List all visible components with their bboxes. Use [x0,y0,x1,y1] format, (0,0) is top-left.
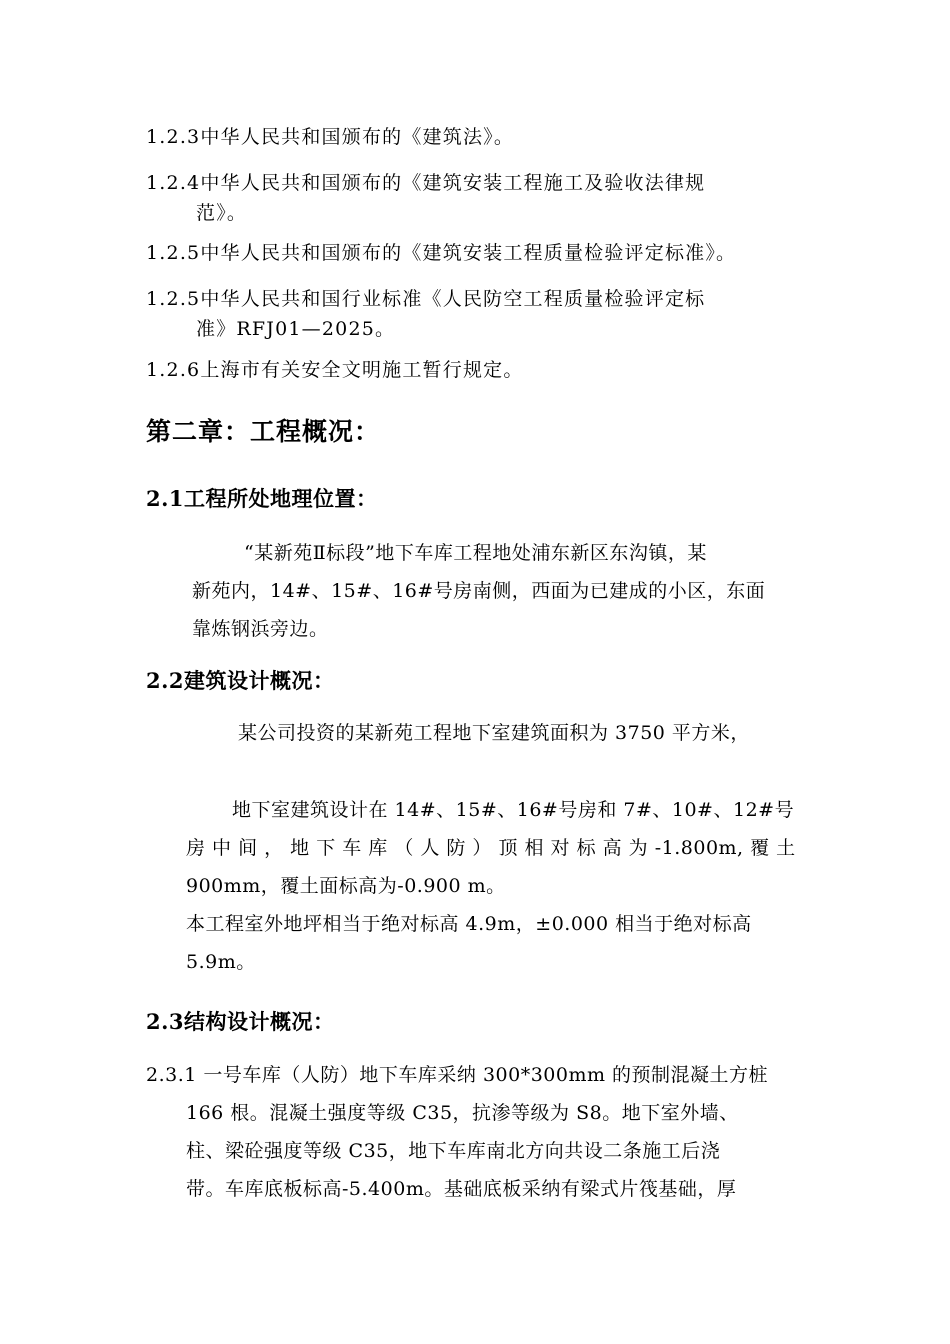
clause-number: 2.3.1 [146,1064,197,1086]
paragraph-line: 新苑内，14#、15#、16#号房南侧，西面为已建成的小区，东面 [192,580,766,602]
list-item-number: 1.2.4 [146,172,201,194]
paragraph-line: 靠炼钢浜旁边。 [192,618,329,640]
list-item-continuation: 准》RFJ01—2025。 [196,318,396,340]
structure-paragraph [146,1056,806,1208]
paragraph-line: 166 根。混凝土强度等级 C35，抗渗等级为 S8。地下室外墙、 [186,1102,739,1124]
paragraph-line: 房 中 间 ， 地 下 车 库 （ 人 防 ） 顶 相 对 标 高 为 -1.800m, 覆 土 [186,837,796,859]
design-paragraph [186,791,806,981]
list-item-text: 中华人民共和国行业标准《人民防空工程质量检验评定标 [200,288,706,310]
list-item [146,168,816,228]
section-heading-2-3: 2.3结构设计概况： [146,1009,335,1034]
list-item-continuation: 范》。 [196,202,248,224]
section-heading-2-1: 2.1工程所处地理位置： [146,486,378,511]
paragraph-line: 5.9m。 [186,951,256,973]
area-paragraph [238,714,750,752]
paragraph-line: 2.3.1 一号车库（人防）地下车库采纳 300*300mm 的预制混凝土方桩 [146,1064,769,1086]
location-paragraph [192,534,806,648]
list-item-number: 1.2.6 [146,359,201,381]
list-item-text: 上海市有关安全文明施工暂行规定。 [200,359,524,381]
list-item [146,284,816,344]
chapter-heading: 第二章：工程概况： [146,417,381,446]
list-item-number: 1.2.3 [146,126,201,148]
paragraph-line: 本工程室外地坪相当于绝对标高 4.9m，±0.000 相当于绝对标高 [186,913,752,935]
list-item-number: 1.2.5 [146,242,201,264]
list-item-text: 中华人民共和国颁布的《建筑安装工程质量检验评定标准》。 [200,242,737,264]
paragraph-line: 柱、梁砼强度等级 C35，地下车库南北方向共设二条施工后浇 [186,1140,721,1162]
list-item-text: 中华人民共和国颁布的《建筑法》。 [200,126,515,148]
list-item [146,355,816,385]
paragraph-line: 地下室建筑设计在 14#、15#、16#号房和 7#、10#、12#号 [232,799,795,821]
paragraph-line: “某新苑Ⅱ标段”地下车库工程地处浦东新区东沟镇，某 [244,542,707,564]
list-item-text: 中华人民共和国颁布的《建筑安装工程施工及验收法律规 [200,172,706,194]
list-item-number: 1.2.5 [146,288,201,310]
paragraph-line: 某公司投资的某新苑工程地下室建筑面积为 3750 平方米， [238,722,750,744]
list-item [146,122,816,152]
paragraph-line: 带。车库底板标高-5.400m。基础底板采纳有梁式片筏基础，厚 [186,1178,737,1200]
section-heading-2-2: 2.2建筑设计概况： [146,668,335,693]
paragraph-line: 900mm，覆土面标高为-0.900 m。 [186,875,506,897]
list-item [146,238,816,268]
